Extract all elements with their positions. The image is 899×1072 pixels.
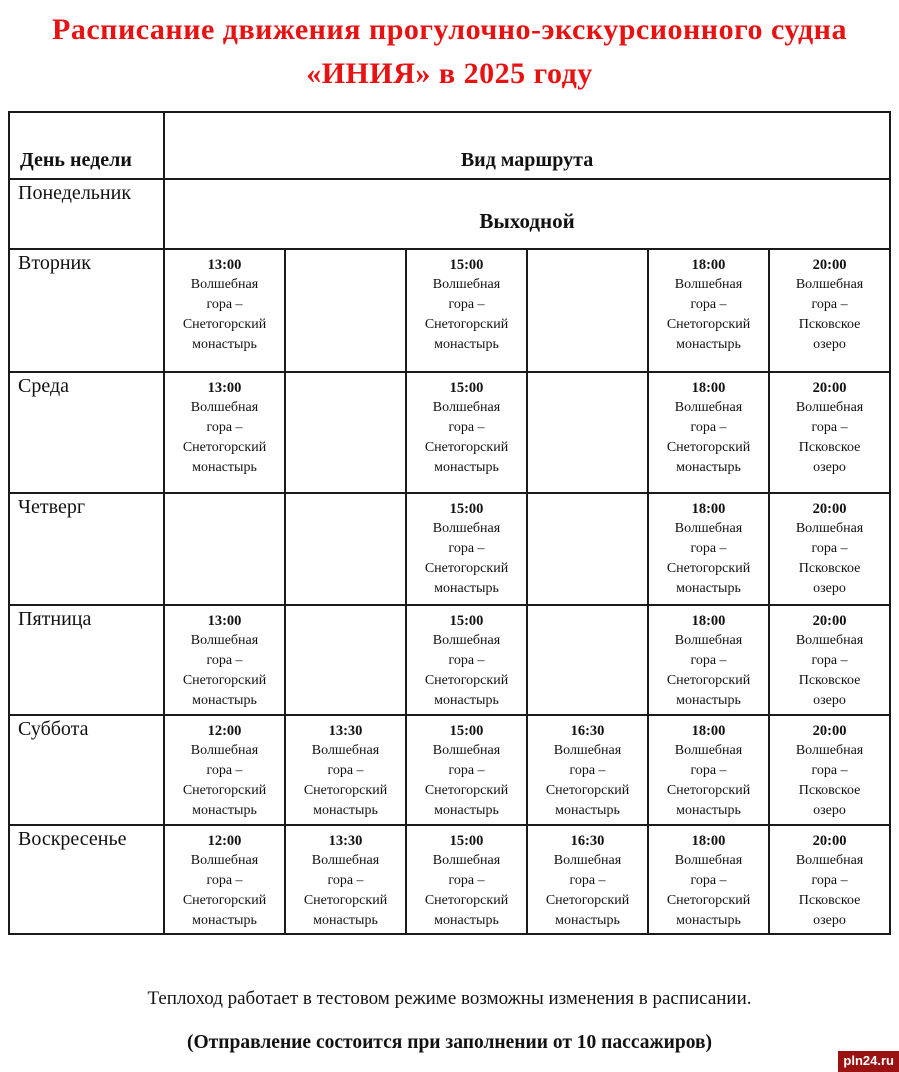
departure-time: 18:00 — [691, 833, 726, 849]
departure-time: 20:00 — [812, 501, 847, 517]
schedule-cell — [406, 715, 527, 825]
day-cell-friday: Пятница — [9, 605, 164, 715]
departure-time: 15:00 — [449, 833, 484, 849]
route-name: Волшебная гора – Снетогорский монастырь — [424, 521, 509, 596]
schedule-cell — [769, 715, 890, 825]
route-name: Волшебная гора – Снетогорский монастырь — [666, 277, 751, 352]
day-cell-monday: Понедельник — [9, 179, 164, 249]
route-name: Волшебная гора – Снетогорский монастырь — [182, 633, 267, 708]
departure-time: 13:00 — [207, 380, 242, 396]
route-name: Волшебная гора – Псковское озеро — [795, 633, 864, 708]
departure-time: 15:00 — [449, 501, 484, 517]
schedule-cell-empty — [164, 493, 285, 605]
route-name: Волшебная гора – Псковское озеро — [795, 521, 864, 596]
departure-time: 12:00 — [207, 833, 242, 849]
table-row-monday — [9, 179, 890, 249]
schedule-cell-empty — [527, 372, 648, 493]
schedule-cell-empty — [285, 493, 406, 605]
departure-time: 20:00 — [812, 833, 847, 849]
departure-time: 13:30 — [328, 723, 363, 739]
route-name: Волшебная гора – Псковское озеро — [795, 400, 864, 475]
schedule-cell — [527, 825, 648, 934]
schedule-cell — [769, 605, 890, 715]
schedule-cell — [648, 372, 769, 493]
route-name: Волшебная гора – Снетогорский монастырь — [303, 743, 388, 818]
table-row-wednesday — [9, 372, 890, 493]
schedule-cell — [164, 249, 285, 372]
schedule-cell-empty — [285, 249, 406, 372]
table-row-tuesday — [9, 249, 890, 372]
schedule-cell — [164, 715, 285, 825]
route-name: Волшебная гора – Снетогорский монастырь — [424, 277, 509, 352]
departure-time: 13:00 — [207, 613, 242, 629]
route-name: Волшебная гора – Снетогорский монастырь — [666, 743, 751, 818]
column-header-day: День недели — [9, 112, 164, 179]
schedule-cell — [769, 825, 890, 934]
day-cell-sunday: Воскресенье — [9, 825, 164, 934]
schedule-cell-empty — [527, 605, 648, 715]
table-header-row — [9, 112, 890, 179]
schedule-cell-empty — [527, 493, 648, 605]
departure-time: 18:00 — [691, 257, 726, 273]
schedule-cell — [406, 249, 527, 372]
departure-time: 20:00 — [812, 723, 847, 739]
schedule-cell — [648, 825, 769, 934]
day-cell-thursday: Четверг — [9, 493, 164, 605]
route-name: Волшебная гора – Снетогорский монастырь — [182, 853, 267, 928]
departure-time: 15:00 — [449, 723, 484, 739]
route-name: Волшебная гора – Снетогорский монастырь — [424, 743, 509, 818]
schedule-cell — [406, 493, 527, 605]
route-name: Волшебная гора – Снетогорский монастырь — [303, 853, 388, 928]
route-name: Волшебная гора – Снетогорский монастырь — [666, 633, 751, 708]
schedule-cell — [406, 372, 527, 493]
departure-time: 20:00 — [812, 613, 847, 629]
route-name: Волшебная гора – Псковское озеро — [795, 277, 864, 352]
table-row-saturday — [9, 715, 890, 825]
schedule-cell — [769, 372, 890, 493]
departure-time: 15:00 — [449, 613, 484, 629]
schedule-cell — [406, 825, 527, 934]
page-title — [0, 8, 899, 96]
route-name: Волшебная гора – Снетогорский монастырь — [424, 633, 509, 708]
page-title-line2: «ИНИЯ» в 2025 году — [306, 57, 593, 90]
departure-time: 15:00 — [449, 380, 484, 396]
route-name: Волшебная гора – Псковское озеро — [795, 853, 864, 928]
schedule-cell — [769, 493, 890, 605]
departure-time: 18:00 — [691, 380, 726, 396]
schedule-cell-empty — [285, 372, 406, 493]
route-name: Волшебная гора – Снетогорский монастырь — [182, 743, 267, 818]
schedule-cell — [769, 249, 890, 372]
route-name: Волшебная гора – Снетогорский монастырь — [424, 853, 509, 928]
pln24-watermark: pln24.ru — [838, 1051, 899, 1072]
schedule-cell — [648, 715, 769, 825]
route-name: Волшебная гора – Снетогорский монастырь — [424, 400, 509, 475]
min-passengers-note: (Отправление состоится при заполнении от 10 пассажиров) — [187, 1032, 712, 1053]
day-cell-wednesday: Среда — [9, 372, 164, 493]
route-name: Волшебная гора – Снетогорский монастырь — [545, 743, 630, 818]
departure-time: 15:00 — [449, 257, 484, 273]
route-name: Волшебная гора – Псковское озеро — [795, 743, 864, 818]
departure-time: 13:30 — [328, 833, 363, 849]
schedule-cell — [285, 825, 406, 934]
route-name: Волшебная гора – Снетогорский монастырь — [182, 277, 267, 352]
schedule-cell-empty — [527, 249, 648, 372]
departure-time: 16:30 — [570, 723, 605, 739]
table-row-thursday — [9, 493, 890, 605]
schedule-cell — [164, 605, 285, 715]
schedule-cell — [648, 249, 769, 372]
departure-time: 18:00 — [691, 501, 726, 517]
page-title-line1: Расписание движения прогулочно-экскурсионного судна — [52, 13, 847, 46]
schedule-cell — [164, 825, 285, 934]
departure-time: 20:00 — [812, 257, 847, 273]
day-cell-tuesday: Вторник — [9, 249, 164, 372]
departure-time: 13:00 — [207, 257, 242, 273]
departure-time: 16:30 — [570, 833, 605, 849]
schedule-cell-empty — [285, 605, 406, 715]
schedule-cell — [527, 715, 648, 825]
route-name: Волшебная гора – Снетогорский монастырь — [182, 400, 267, 475]
route-name: Волшебная гора – Снетогорский монастырь — [666, 853, 751, 928]
schedule-cell — [648, 493, 769, 605]
route-name: Волшебная гора – Снетогорский монастырь — [666, 400, 751, 475]
schedule-cell — [164, 372, 285, 493]
schedule-cell — [285, 715, 406, 825]
schedule-cell — [406, 605, 527, 715]
table-row-friday — [9, 605, 890, 715]
schedule-cell — [648, 605, 769, 715]
column-header-route: Вид маршрута — [164, 112, 890, 179]
departure-time: 12:00 — [207, 723, 242, 739]
departure-time: 18:00 — [691, 613, 726, 629]
departure-time: 20:00 — [812, 380, 847, 396]
test-mode-note: Теплоход работает в тестовом режиме возможны изменения в расписании. — [147, 988, 752, 1009]
table-row-sunday — [9, 825, 890, 934]
schedule-table — [8, 111, 891, 935]
departure-time: 18:00 — [691, 723, 726, 739]
day-cell-saturday: Суббота — [9, 715, 164, 825]
route-name: Волшебная гора – Снетогорский монастырь — [545, 853, 630, 928]
dayoff-cell: Выходной — [164, 179, 890, 249]
route-name: Волшебная гора – Снетогорский монастырь — [666, 521, 751, 596]
